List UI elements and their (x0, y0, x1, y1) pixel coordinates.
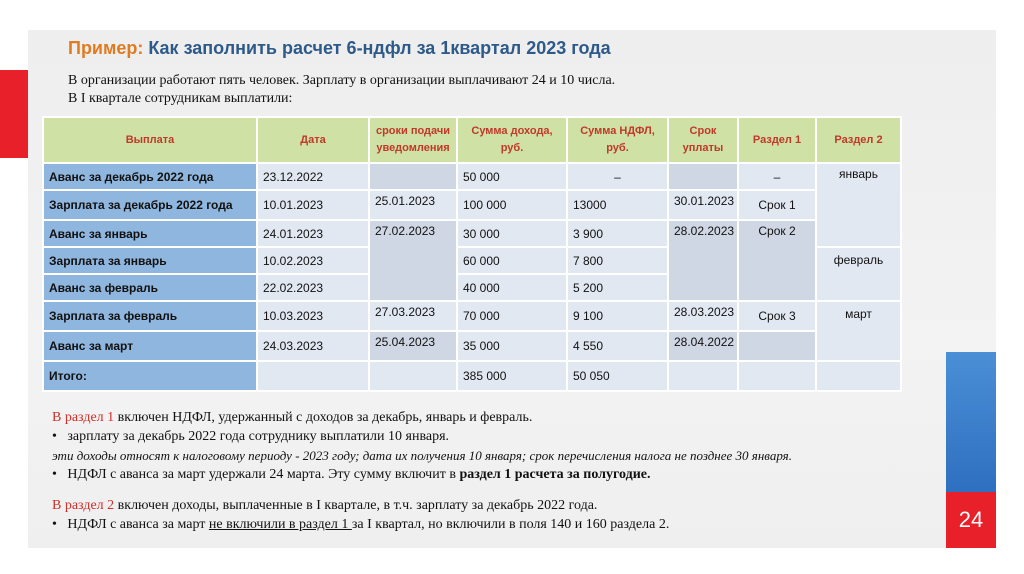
pay-due-cell: 28.04.2022 (668, 331, 738, 361)
bullet-underlined-text: не включили в раздел 1 (208, 517, 352, 532)
table-total-row (43, 361, 901, 391)
header-cell: сроки подачи уведомления (369, 117, 457, 163)
row-label: Зарплата за декабрь 2022 года (43, 190, 257, 220)
income-cell: 100 000 (457, 190, 567, 220)
date-cell: 24.03.2023 (257, 331, 369, 361)
notice-cell (369, 163, 457, 190)
table-row (43, 220, 901, 247)
income-cell: 30 000 (457, 220, 567, 247)
pay-due-cell: 28.03.2023 (668, 301, 738, 331)
empty-cell (738, 361, 816, 391)
date-cell: 23.12.2022 (257, 163, 369, 190)
table-row (43, 190, 901, 220)
section2-note-text: включен доходы, выплаченные в I квартале, в т.ч. зарплату за декабрь 2022 года. (114, 498, 598, 513)
section1-note (52, 408, 792, 427)
section2-note-prefix: В раздел 2 (52, 498, 115, 513)
slide-title (68, 38, 611, 59)
bullet-item: • НДФЛ с аванса за март удержали 24 марта. Эту сумму включит в раздел 1 расчета за полугодие. (52, 467, 651, 482)
bullet-item: • НДФЛ с аванса за март не включили в раздел 1 за I квартал, но включили в поля 140 и 160 раздела 2. (52, 517, 670, 532)
table-header-row (43, 117, 901, 163)
section1-note-prefix: В раздел 1 (52, 410, 115, 425)
ndfl-cell: 9 100 (567, 301, 668, 331)
title-text: Как заполнить расчет 6-ндфл за 1квартал 2023 года (148, 38, 611, 58)
right-blue-accent (946, 352, 996, 492)
section2-cell: январь (816, 163, 901, 247)
bullet-text: за I квартал, но включили в поля 140 и 160 раздела 2. (351, 517, 670, 532)
section1-cell: Срок 3 (738, 301, 816, 331)
section2-note (52, 496, 792, 515)
ndfl-cell: – (567, 163, 668, 190)
bullet-text: НДФЛ с аванса за март (67, 517, 209, 532)
notes-block (52, 408, 792, 534)
section1-cell: Срок 1 (738, 190, 816, 220)
empty-cell (816, 361, 901, 391)
section2-cell: март (816, 301, 901, 361)
header-cell: Раздел 2 (816, 117, 901, 163)
ndfl-cell: 13000 (567, 190, 668, 220)
date-cell: 10.02.2023 (257, 247, 369, 274)
notice-cell: 27.03.2023 (369, 301, 457, 331)
header-cell: Срок уплаты (668, 117, 738, 163)
ndfl-cell: 5 200 (567, 274, 668, 301)
header-cell: Сумма дохода, руб. (457, 117, 567, 163)
bullet-bold-text: раздел 1 расчета за полугодие. (459, 467, 651, 482)
bullet-text: зарплату за декабрь 2022 года сотруднику выплатили 10 января. (67, 429, 450, 444)
date-cell: 10.01.2023 (257, 190, 369, 220)
total-label: Итого: (43, 361, 257, 391)
section1-cell: – (738, 163, 816, 190)
intro-text (68, 72, 615, 108)
pay-due-cell: 30.01.2023 (668, 190, 738, 220)
header-cell: Выплата (43, 117, 257, 163)
intro-line: В I квартале сотрудникам выплатили: (68, 91, 293, 106)
header-cell: Сумма НДФЛ, руб. (567, 117, 668, 163)
date-cell: 22.02.2023 (257, 274, 369, 301)
header-cell: Дата (257, 117, 369, 163)
total-ndfl: 50 050 (567, 361, 668, 391)
total-income: 385 000 (457, 361, 567, 391)
italic-note: эти доходы относят к налоговому периоду - 2023 году; дата их получения 10 января; срок перечисления налога не позднее 30 января. (52, 448, 792, 463)
payments-table (42, 116, 902, 392)
income-cell: 50 000 (457, 163, 567, 190)
bullet-text: НДФЛ с аванса за март удержали 24 марта. Эту сумму включит в (67, 467, 460, 482)
date-cell: 10.03.2023 (257, 301, 369, 331)
empty-cell (369, 361, 457, 391)
slide-number: 24 (946, 492, 996, 548)
pay-due-cell: 28.02.2023 (668, 220, 738, 301)
row-label: Аванс за март (43, 331, 257, 361)
pay-due-cell (668, 163, 738, 190)
income-cell: 60 000 (457, 247, 567, 274)
notice-cell: 25.04.2023 (369, 331, 457, 361)
section1-cell (738, 331, 816, 361)
section1-note-text: включен НДФЛ, удержанный с доходов за декабрь, январь и февраль. (114, 410, 533, 425)
table-row (43, 331, 901, 361)
bullet-item: • зарплату за декабрь 2022 года сотруднику выплатили 10 января. (52, 429, 450, 444)
empty-cell (668, 361, 738, 391)
spacer (52, 484, 792, 496)
ndfl-cell: 7 800 (567, 247, 668, 274)
left-red-accent (0, 70, 28, 158)
date-cell: 24.01.2023 (257, 220, 369, 247)
row-label: Зарплата за февраль (43, 301, 257, 331)
table-row (43, 301, 901, 331)
row-label: Аванс за январь (43, 220, 257, 247)
section1-cell: Срок 2 (738, 220, 816, 301)
row-label: Аванс за декабрь 2022 года (43, 163, 257, 190)
intro-line: В организации работают пять человек. Зарплату в организации выплачивают 24 и 10 числа. (68, 73, 616, 88)
empty-cell (257, 361, 369, 391)
header-cell: Раздел 1 (738, 117, 816, 163)
income-cell: 35 000 (457, 331, 567, 361)
notice-cell: 27.02.2023 (369, 220, 457, 301)
income-cell: 70 000 (457, 301, 567, 331)
ndfl-cell: 3 900 (567, 220, 668, 247)
table-row (43, 163, 901, 190)
income-cell: 40 000 (457, 274, 567, 301)
notice-cell: 25.01.2023 (369, 190, 457, 220)
row-label: Зарплата за январь (43, 247, 257, 274)
row-label: Аванс за февраль (43, 274, 257, 301)
section2-cell: февраль (816, 247, 901, 301)
title-prefix: Пример: (68, 38, 144, 58)
ndfl-cell: 4 550 (567, 331, 668, 361)
